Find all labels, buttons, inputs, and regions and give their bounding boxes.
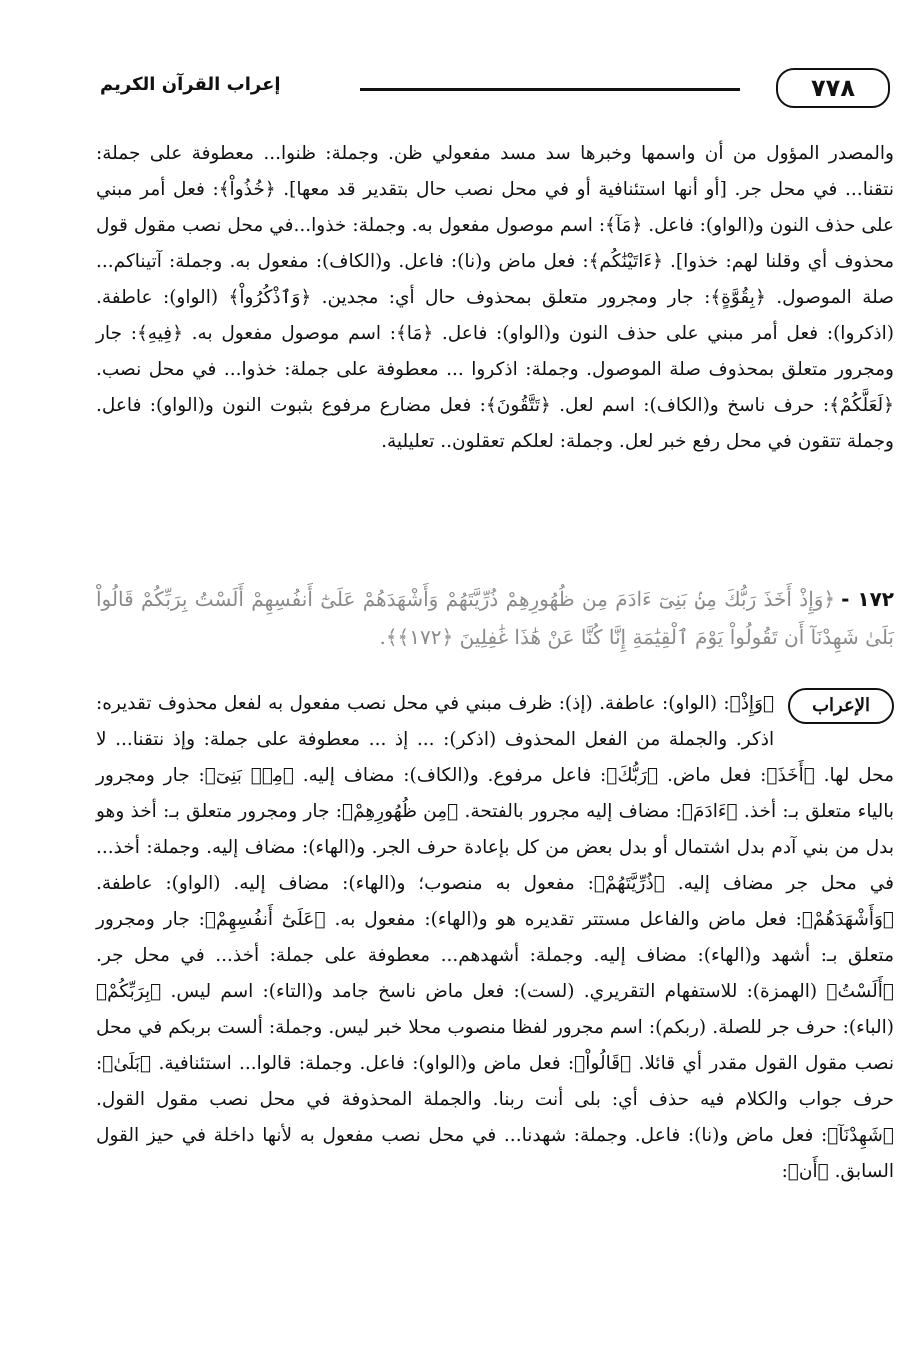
verse-text: ﴿وَإِذْ أَخَذَ رَبُّكَ مِنۢ بَنِىٓ ءَادَمَ مِن ظُهُورِهِمْ ذُرِّيَّتَهُمْ وَأَشْهَدَهُمْ عَلَىٰٓ أَنفُسِهِمْ أَلَسْتُ بِرَبِّكُمْ قَالُواْ بَلَىٰ شَهِدْنَآ أَن تَقُولُواْ يَوْمَ ٱلْقِيَٰمَةِ إِنَّا كُنَّا عَنْ هَٰذَا غَٰفِلِينَ ﴿١٧٢﴾﴾. [96, 587, 894, 649]
irab-section [96, 686, 894, 1326]
irab-text: ﴿وَإِذْ﴾: (الواو): عاطفة. (إذ): ظرف مبني في محل نصب مفعول به لفعل محذوف تقديره: اذكر. والجملة من الفعل المحذوف (اذكر): ... إذ ... معطوفة على جملة: وإذ نتقنا... لا محل لها. ﴿أَخَذَ﴾: فعل ماض. ﴿رَبُّكَ﴾: فاعل مرفوع. و(الكاف): مضاف إليه. ﴿مِنۢ بَنِىٓ﴾: جار ومجرور بالياء متعلق بـ: أخذ. ﴿ءَادَمَ﴾: مضاف إليه مجرور بالفتحة. ﴿مِن ظُهُورِهِمْ﴾: جار ومجرور متعلق بـ: أخذ وهو بدل من بني آدم بدل اشتمال أو بدل بعض من كل بإعادة حرف الجر. و(الهاء): مضاف إليه. وجملة: أخذ... في محل جر مضاف إليه. ﴿ذُرِّيَّتَهُمْ﴾: مفعول به منصوب؛ و(الهاء): مضاف إليه. (الواو): عاطفة. ﴿وَأَشْهَدَهُمْ﴾: فعل ماض والفاعل مستتر تقديره هو و(الهاء): مفعول به. ﴿عَلَىٰٓ أَنفُسِهِمْ﴾: جار ومجرور متعلق بـ: أشهد و(الهاء): مضاف إليه. وجملة: أشهدهم... معطوفة على جملة: أخذ... في محل جر. ﴿أَلَسْتُ﴾ (الهمزة): للاستفهام التقريري. (لست): فعل ماض ناسخ جامد و(التاء): اسم ليس. ﴿بِرَبِّكُمْ﴾ (الباء): حرف جر للصلة. (ربكم): اسم مجرور لفظا منصوب محلا خبر ليس. وجملة: ألست بربكم في محل نصب مقول القول مقدر أي قائلا. ﴿قَالُواْ﴾: فعل ماض و(الواو): فاعل. وجملة: قالوا... استئنافية. ﴿بَلَىٰ﴾: حرف جواب والكلام فيه حذف أي: بلى أنت ربنا. والجملة المحذوفة في محل نصب مقول القول. ﴿شَهِدْنَآ﴾: فعل ماض و(نا): فاعل. وجملة: شهدنا... في محل نصب مفعول به لأنها داخلة في حيز القول السابق. ﴿أَن﴾: [96, 693, 894, 1182]
book-title: إعراب القرآن الكريم [100, 74, 281, 95]
commentary-paragraph [96, 136, 894, 576]
quran-verse [96, 580, 894, 680]
verse-line [96, 580, 894, 656]
page-header [95, 62, 890, 112]
page-number: ٧٧٨ [776, 68, 890, 108]
paragraph-text: والمصدر المؤول من أن واسمها وخبرها سد مسد مفعولي ظن. وجملة: ظنوا... معطوفة على جملة: نتقنا... في محل جر. [أو أنها استئنافية أو في محل نصب حال بتقدير قد معها]. ﴿خُذُواْ﴾: فعل أمر مبني على حذف النون و(الواو): فاعل. ﴿مَآ﴾: اسم موصول مفعول به. وجملة: خذوا...في محل نصب مقول قول محذوف أي وقلنا لهم: خذوا]. ﴿ءَاتَيْنَٰكُم﴾: فعل ماض و(نا): فاعل. و(الكاف): مفعول به. وجملة: آتيناكم... صلة الموصول. ﴿بِقُوَّةٍ﴾: جار ومجرور متعلق بمحذوف حال أي: مجدين. ﴿وَٱذْكُرُواْ﴾ (الواو): عاطفة. (اذكروا): فعل أمر مبني على حذف النون و(الواو): فاعل. ﴿مَا﴾: اسم موصول مفعول به. ﴿فِيهِ﴾: جار ومجرور متعلق بمحذوف صلة الموصول. وجملة: اذكروا ... معطوفة على جملة: خذوا... في محل نصب. ﴿لَعَلَّكُمْ﴾: حرف ناسخ و(الكاف): اسم لعل. ﴿تَتَّقُونَ﴾: فعل مضارع مرفوع بثبوت النون و(الواو): فاعل. وجملة تتقون في محل رفع خبر لعل. وجملة: لعلكم تعقلون.. تعليلية. [96, 143, 894, 452]
irab-label: الإعراب [788, 688, 894, 724]
verse-number: ١٧٢ - [841, 587, 894, 611]
header-rule [360, 88, 740, 91]
